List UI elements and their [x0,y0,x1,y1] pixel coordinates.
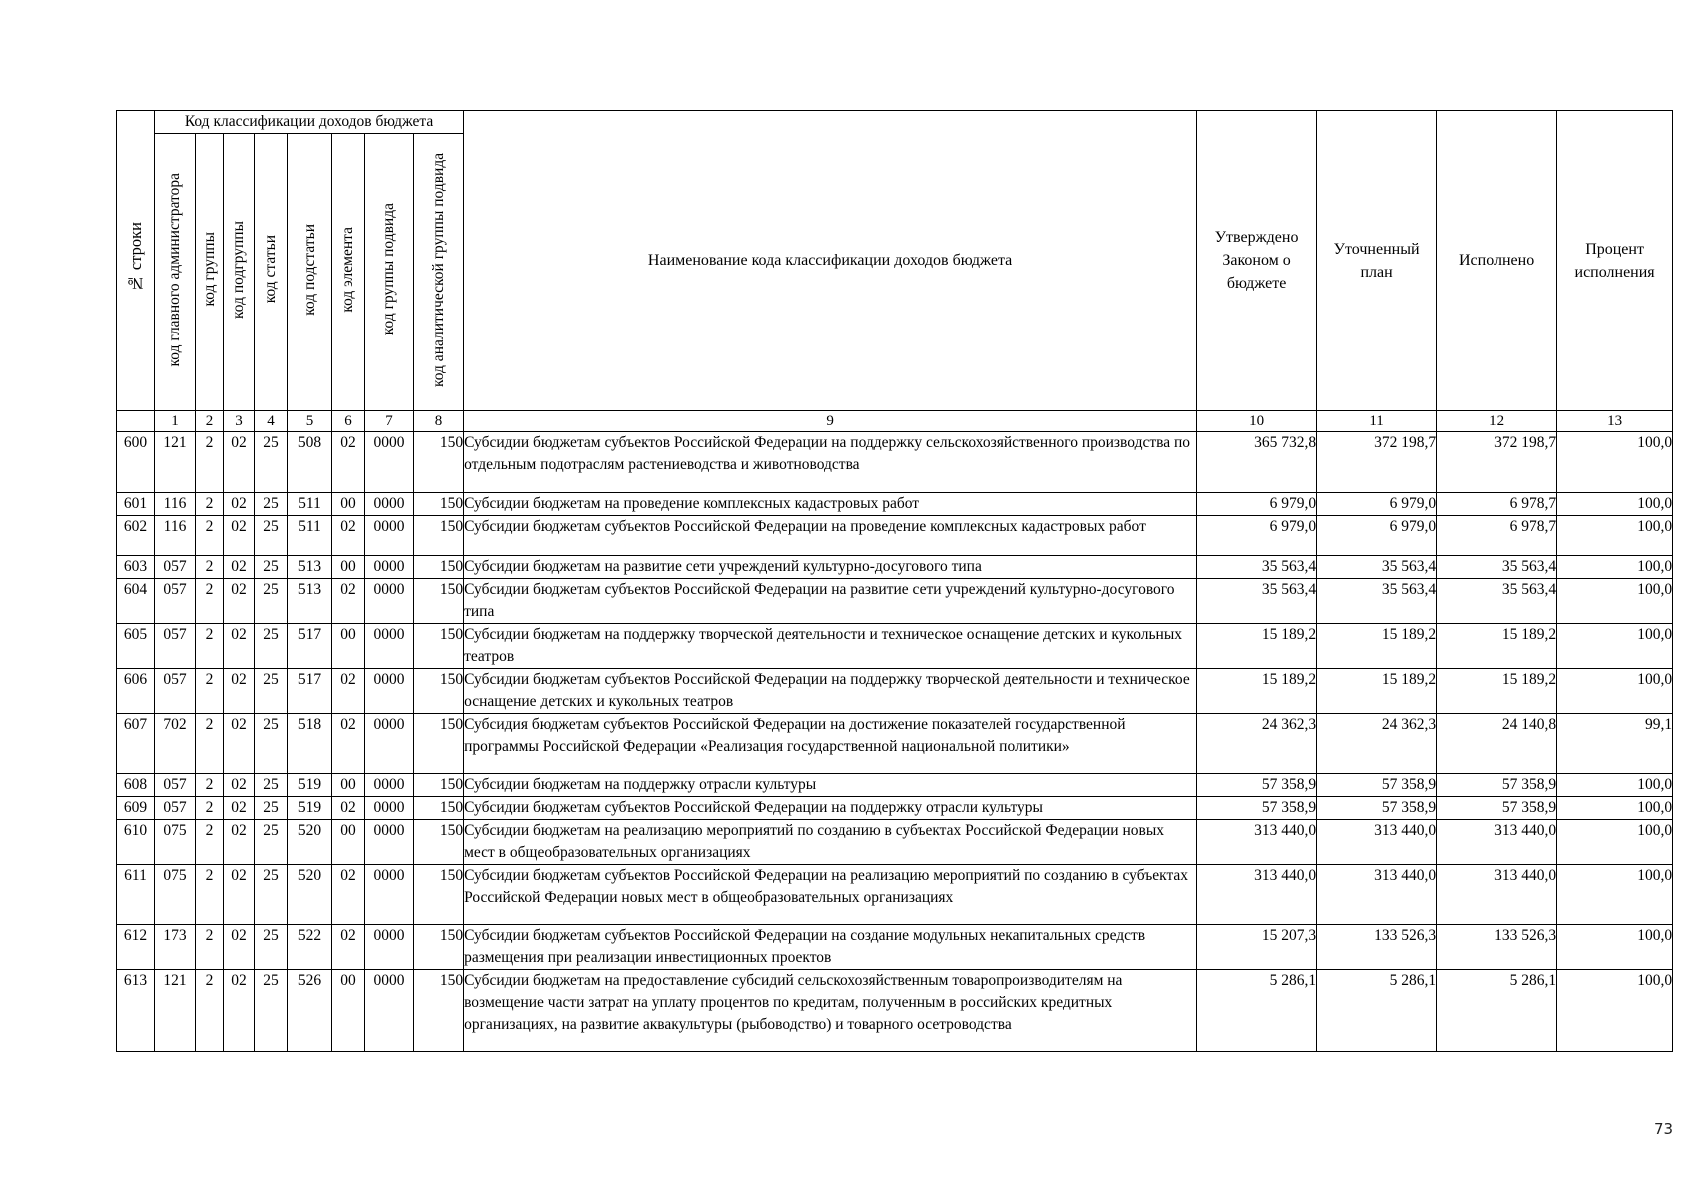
header-name: Наименование кода классификации доходов бюджета [464,111,1197,411]
column-number: 2 [196,411,224,432]
code-article-cell: 25 [255,820,288,865]
code-element-cell: 00 [332,970,365,1052]
code-group-cell: 2 [196,579,224,624]
table-body [117,432,1673,1052]
code-subgroup-cell: 02 [224,579,255,624]
column-number: 4 [255,411,288,432]
code-subtype-group-cell: 0000 [365,556,414,579]
code-admin-cell: 116 [155,493,196,516]
header-executed: Исполнено [1437,111,1557,411]
approved-cell: 57 358,9 [1197,774,1317,797]
plan-cell: 15 189,2 [1317,624,1437,669]
row-number-cell: 605 [117,624,155,669]
code-analytic-cell: 150 [414,774,464,797]
percent-cell: 100,0 [1557,797,1673,820]
code-subgroup-cell: 02 [224,774,255,797]
code-element-cell: 00 [332,820,365,865]
name-cell: Субсидии бюджетам на поддержку творческой деятельности и техническое оснащение детских и кукольных театров [464,624,1197,669]
table-row [117,925,1673,970]
code-subarticle-cell: 517 [288,624,332,669]
code-element-cell: 02 [332,579,365,624]
column-number-blank [117,411,155,432]
plan-cell: 6 979,0 [1317,516,1437,556]
name-cell: Субсидии бюджетам на развитие сети учреждений культурно-досугового типа [464,556,1197,579]
percent-cell: 100,0 [1557,493,1673,516]
code-subarticle-cell: 520 [288,865,332,925]
table-row [117,624,1673,669]
name-cell: Субсидии бюджетам на реализацию мероприятий по созданию в субъектах Российской Федерации новых мест в общеобразовательных организациях [464,820,1197,865]
code-element-cell: 00 [332,774,365,797]
code-element-cell: 02 [332,797,365,820]
row-number-cell: 609 [117,797,155,820]
row-number-cell: 603 [117,556,155,579]
code-article-cell: 25 [255,714,288,774]
column-number: 13 [1557,411,1673,432]
code-subarticle-cell: 522 [288,925,332,970]
row-number-cell: 611 [117,865,155,925]
row-number-cell: 608 [117,774,155,797]
code-subgroup-cell: 02 [224,820,255,865]
header-plan: Уточненный план [1317,111,1437,411]
name-cell: Субсидии бюджетам субъектов Российской Федерации на развитие сети учреждений культурно-досугового типа [464,579,1197,624]
percent-cell: 100,0 [1557,556,1673,579]
percent-cell: 100,0 [1557,774,1673,797]
header-code-subarticle: код подстатьи [288,134,332,411]
code-analytic-cell: 150 [414,432,464,493]
code-analytic-cell: 150 [414,865,464,925]
percent-cell: 100,0 [1557,865,1673,925]
approved-cell: 6 979,0 [1197,516,1317,556]
approved-cell: 15 189,2 [1197,669,1317,714]
name-cell: Субсидии бюджетам субъектов Российской Федерации на создание модульных некапитальных средств размещения при реализации инвестиционных проектов [464,925,1197,970]
code-article-cell: 25 [255,669,288,714]
plan-cell: 35 563,4 [1317,579,1437,624]
code-analytic-cell: 150 [414,624,464,669]
code-article-cell: 25 [255,797,288,820]
approved-cell: 15 189,2 [1197,624,1317,669]
code-analytic-cell: 150 [414,797,464,820]
header-code-group: код группы [196,134,224,411]
percent-cell: 100,0 [1557,925,1673,970]
code-article-cell: 25 [255,774,288,797]
header-approved: Утверждено Законом о бюджете [1197,111,1317,411]
code-group-cell: 2 [196,797,224,820]
table-row [117,714,1673,774]
percent-cell: 99,1 [1557,714,1673,774]
code-subarticle-cell: 519 [288,774,332,797]
code-admin-cell: 121 [155,432,196,493]
code-element-cell: 02 [332,865,365,925]
code-element-cell: 02 [332,925,365,970]
code-subgroup-cell: 02 [224,556,255,579]
plan-cell: 133 526,3 [1317,925,1437,970]
executed-cell: 15 189,2 [1437,624,1557,669]
code-subarticle-cell: 518 [288,714,332,774]
header-classification-group: Код классификации доходов бюджета [155,111,464,134]
executed-cell: 6 978,7 [1437,493,1557,516]
code-admin-cell: 057 [155,669,196,714]
row-number-cell: 606 [117,669,155,714]
code-analytic-cell: 150 [414,556,464,579]
code-admin-cell: 702 [155,714,196,774]
name-cell: Субсидии бюджетам субъектов Российской Федерации на поддержку отрасли культуры [464,797,1197,820]
name-cell: Субсидии бюджетам на проведение комплексных кадастровых работ [464,493,1197,516]
approved-cell: 57 358,9 [1197,797,1317,820]
code-subarticle-cell: 519 [288,797,332,820]
executed-cell: 313 440,0 [1437,865,1557,925]
column-number: 3 [224,411,255,432]
code-subarticle-cell: 517 [288,669,332,714]
code-admin-cell: 121 [155,970,196,1052]
approved-cell: 365 732,8 [1197,432,1317,493]
column-number: 6 [332,411,365,432]
code-article-cell: 25 [255,516,288,556]
code-article-cell: 25 [255,865,288,925]
header-code-element: код элемента [332,134,365,411]
column-number: 11 [1317,411,1437,432]
code-group-cell: 2 [196,970,224,1052]
code-analytic-cell: 150 [414,820,464,865]
code-subgroup-cell: 02 [224,970,255,1052]
code-subarticle-cell: 508 [288,432,332,493]
code-article-cell: 25 [255,970,288,1052]
code-analytic-cell: 150 [414,669,464,714]
approved-cell: 313 440,0 [1197,820,1317,865]
percent-cell: 100,0 [1557,432,1673,493]
approved-cell: 24 362,3 [1197,714,1317,774]
code-article-cell: 25 [255,579,288,624]
header-row-number: № строки [117,111,155,411]
column-number: 1 [155,411,196,432]
code-subgroup-cell: 02 [224,714,255,774]
header-percent: Процент исполнения [1557,111,1673,411]
code-subtype-group-cell: 0000 [365,714,414,774]
code-subtype-group-cell: 0000 [365,669,414,714]
code-subtype-group-cell: 0000 [365,493,414,516]
code-element-cell: 02 [332,669,365,714]
table-row [117,669,1673,714]
code-admin-cell: 116 [155,516,196,556]
code-analytic-cell: 150 [414,493,464,516]
executed-cell: 313 440,0 [1437,820,1557,865]
table-row [117,797,1673,820]
page-number: 73 [1654,1120,1674,1138]
plan-cell: 6 979,0 [1317,493,1437,516]
approved-cell: 313 440,0 [1197,865,1317,925]
column-number: 12 [1437,411,1557,432]
table-row [117,970,1673,1052]
executed-cell: 6 978,7 [1437,516,1557,556]
code-admin-cell: 057 [155,624,196,669]
code-subarticle-cell: 520 [288,820,332,865]
table-row [117,556,1673,579]
code-admin-cell: 057 [155,579,196,624]
row-number-cell: 613 [117,970,155,1052]
code-group-cell: 2 [196,516,224,556]
table-row [117,820,1673,865]
plan-cell: 15 189,2 [1317,669,1437,714]
name-cell: Субсидии бюджетам субъектов Российской Федерации на реализацию мероприятий по созданию в субъектах Российской Федерации новых мест в общеобразовательных организациях [464,865,1197,925]
row-number-cell: 604 [117,579,155,624]
code-subtype-group-cell: 0000 [365,970,414,1052]
executed-cell: 24 140,8 [1437,714,1557,774]
approved-cell: 35 563,4 [1197,556,1317,579]
code-subarticle-cell: 513 [288,579,332,624]
table-row [117,865,1673,925]
executed-cell: 372 198,7 [1437,432,1557,493]
name-cell: Субсидии бюджетам субъектов Российской Федерации на поддержку сельскохозяйственного производства по отдельным подотраслям растениеводства и животноводства [464,432,1197,493]
row-number-cell: 610 [117,820,155,865]
code-article-cell: 25 [255,624,288,669]
column-number: 8 [414,411,464,432]
code-article-cell: 25 [255,432,288,493]
code-subarticle-cell: 526 [288,970,332,1052]
code-subgroup-cell: 02 [224,797,255,820]
code-group-cell: 2 [196,624,224,669]
percent-cell: 100,0 [1557,579,1673,624]
percent-cell: 100,0 [1557,970,1673,1052]
code-subgroup-cell: 02 [224,865,255,925]
code-subgroup-cell: 02 [224,516,255,556]
plan-cell: 57 358,9 [1317,797,1437,820]
revenue-table [116,110,1673,1052]
row-number-cell: 612 [117,925,155,970]
header-code-analytic-group: код аналитической группы подвида [414,134,464,411]
name-cell: Субсидия бюджетам субъектов Российской Федерации на достижение показателей государственной программы Российской Федерации «Реализация государственной национальной политики» [464,714,1197,774]
name-cell: Субсидии бюджетам субъектов Российской Федерации на поддержку творческой деятельности и техническое оснащение детских и кукольных театров [464,669,1197,714]
plan-cell: 24 362,3 [1317,714,1437,774]
column-number: 7 [365,411,414,432]
code-admin-cell: 075 [155,865,196,925]
code-group-cell: 2 [196,925,224,970]
executed-cell: 57 358,9 [1437,774,1557,797]
code-element-cell: 02 [332,714,365,774]
plan-cell: 313 440,0 [1317,865,1437,925]
executed-cell: 57 358,9 [1437,797,1557,820]
header-code-article: код статьи [255,134,288,411]
code-subtype-group-cell: 0000 [365,624,414,669]
code-group-cell: 2 [196,669,224,714]
code-article-cell: 25 [255,556,288,579]
code-subtype-group-cell: 0000 [365,579,414,624]
approved-cell: 5 286,1 [1197,970,1317,1052]
header-code-admin: код главного администратора [155,134,196,411]
row-number-cell: 601 [117,493,155,516]
code-subgroup-cell: 02 [224,432,255,493]
code-element-cell: 00 [332,624,365,669]
code-group-cell: 2 [196,820,224,865]
code-analytic-cell: 150 [414,970,464,1052]
code-subtype-group-cell: 0000 [365,925,414,970]
code-subtype-group-cell: 0000 [365,820,414,865]
code-subarticle-cell: 513 [288,556,332,579]
code-admin-cell: 173 [155,925,196,970]
code-group-cell: 2 [196,865,224,925]
code-group-cell: 2 [196,774,224,797]
code-admin-cell: 075 [155,820,196,865]
code-analytic-cell: 150 [414,714,464,774]
code-group-cell: 2 [196,432,224,493]
code-element-cell: 02 [332,516,365,556]
code-subtype-group-cell: 0000 [365,865,414,925]
column-number: 10 [1197,411,1317,432]
percent-cell: 100,0 [1557,516,1673,556]
approved-cell: 15 207,3 [1197,925,1317,970]
code-element-cell: 00 [332,556,365,579]
table-row [117,493,1673,516]
column-number: 5 [288,411,332,432]
plan-cell: 5 286,1 [1317,970,1437,1052]
code-subgroup-cell: 02 [224,925,255,970]
code-analytic-cell: 150 [414,925,464,970]
code-article-cell: 25 [255,493,288,516]
code-group-cell: 2 [196,493,224,516]
column-number: 9 [464,411,1197,432]
name-cell: Субсидии бюджетам на поддержку отрасли культуры [464,774,1197,797]
percent-cell: 100,0 [1557,820,1673,865]
code-subgroup-cell: 02 [224,669,255,714]
code-group-cell: 2 [196,556,224,579]
plan-cell: 372 198,7 [1317,432,1437,493]
code-subarticle-cell: 511 [288,493,332,516]
code-group-cell: 2 [196,714,224,774]
row-number-cell: 607 [117,714,155,774]
code-subgroup-cell: 02 [224,493,255,516]
name-cell: Субсидии бюджетам субъектов Российской Федерации на проведение комплексных кадастровых работ [464,516,1197,556]
percent-cell: 100,0 [1557,624,1673,669]
code-subtype-group-cell: 0000 [365,432,414,493]
plan-cell: 313 440,0 [1317,820,1437,865]
code-element-cell: 00 [332,493,365,516]
code-subtype-group-cell: 0000 [365,797,414,820]
name-cell: Субсидии бюджетам на предоставление субсидий сельскохозяйственным товаропроизводителям на возмещение части затрат на уплату процентов по кредитам, полученным в российских кредитных организациях, на развитие аквакультуры (рыбоводство) и товарного осетроводства [464,970,1197,1052]
executed-cell: 5 286,1 [1437,970,1557,1052]
table-row [117,774,1673,797]
row-number-cell: 600 [117,432,155,493]
code-subarticle-cell: 511 [288,516,332,556]
code-analytic-cell: 150 [414,516,464,556]
code-subtype-group-cell: 0000 [365,516,414,556]
plan-cell: 35 563,4 [1317,556,1437,579]
plan-cell: 57 358,9 [1317,774,1437,797]
percent-cell: 100,0 [1557,669,1673,714]
code-admin-cell: 057 [155,797,196,820]
executed-cell: 15 189,2 [1437,669,1557,714]
table-row [117,579,1673,624]
column-number-row [117,411,1673,432]
code-subtype-group-cell: 0000 [365,774,414,797]
code-article-cell: 25 [255,925,288,970]
code-admin-cell: 057 [155,556,196,579]
executed-cell: 133 526,3 [1437,925,1557,970]
header-code-subgroup: код подгруппы [224,134,255,411]
executed-cell: 35 563,4 [1437,556,1557,579]
code-element-cell: 02 [332,432,365,493]
approved-cell: 35 563,4 [1197,579,1317,624]
table-row [117,516,1673,556]
row-number-cell: 602 [117,516,155,556]
code-subgroup-cell: 02 [224,624,255,669]
approved-cell: 6 979,0 [1197,493,1317,516]
table-row [117,432,1673,493]
code-admin-cell: 057 [155,774,196,797]
executed-cell: 35 563,4 [1437,579,1557,624]
code-analytic-cell: 150 [414,579,464,624]
header-code-subtype-group: код группы подвида [365,134,414,411]
